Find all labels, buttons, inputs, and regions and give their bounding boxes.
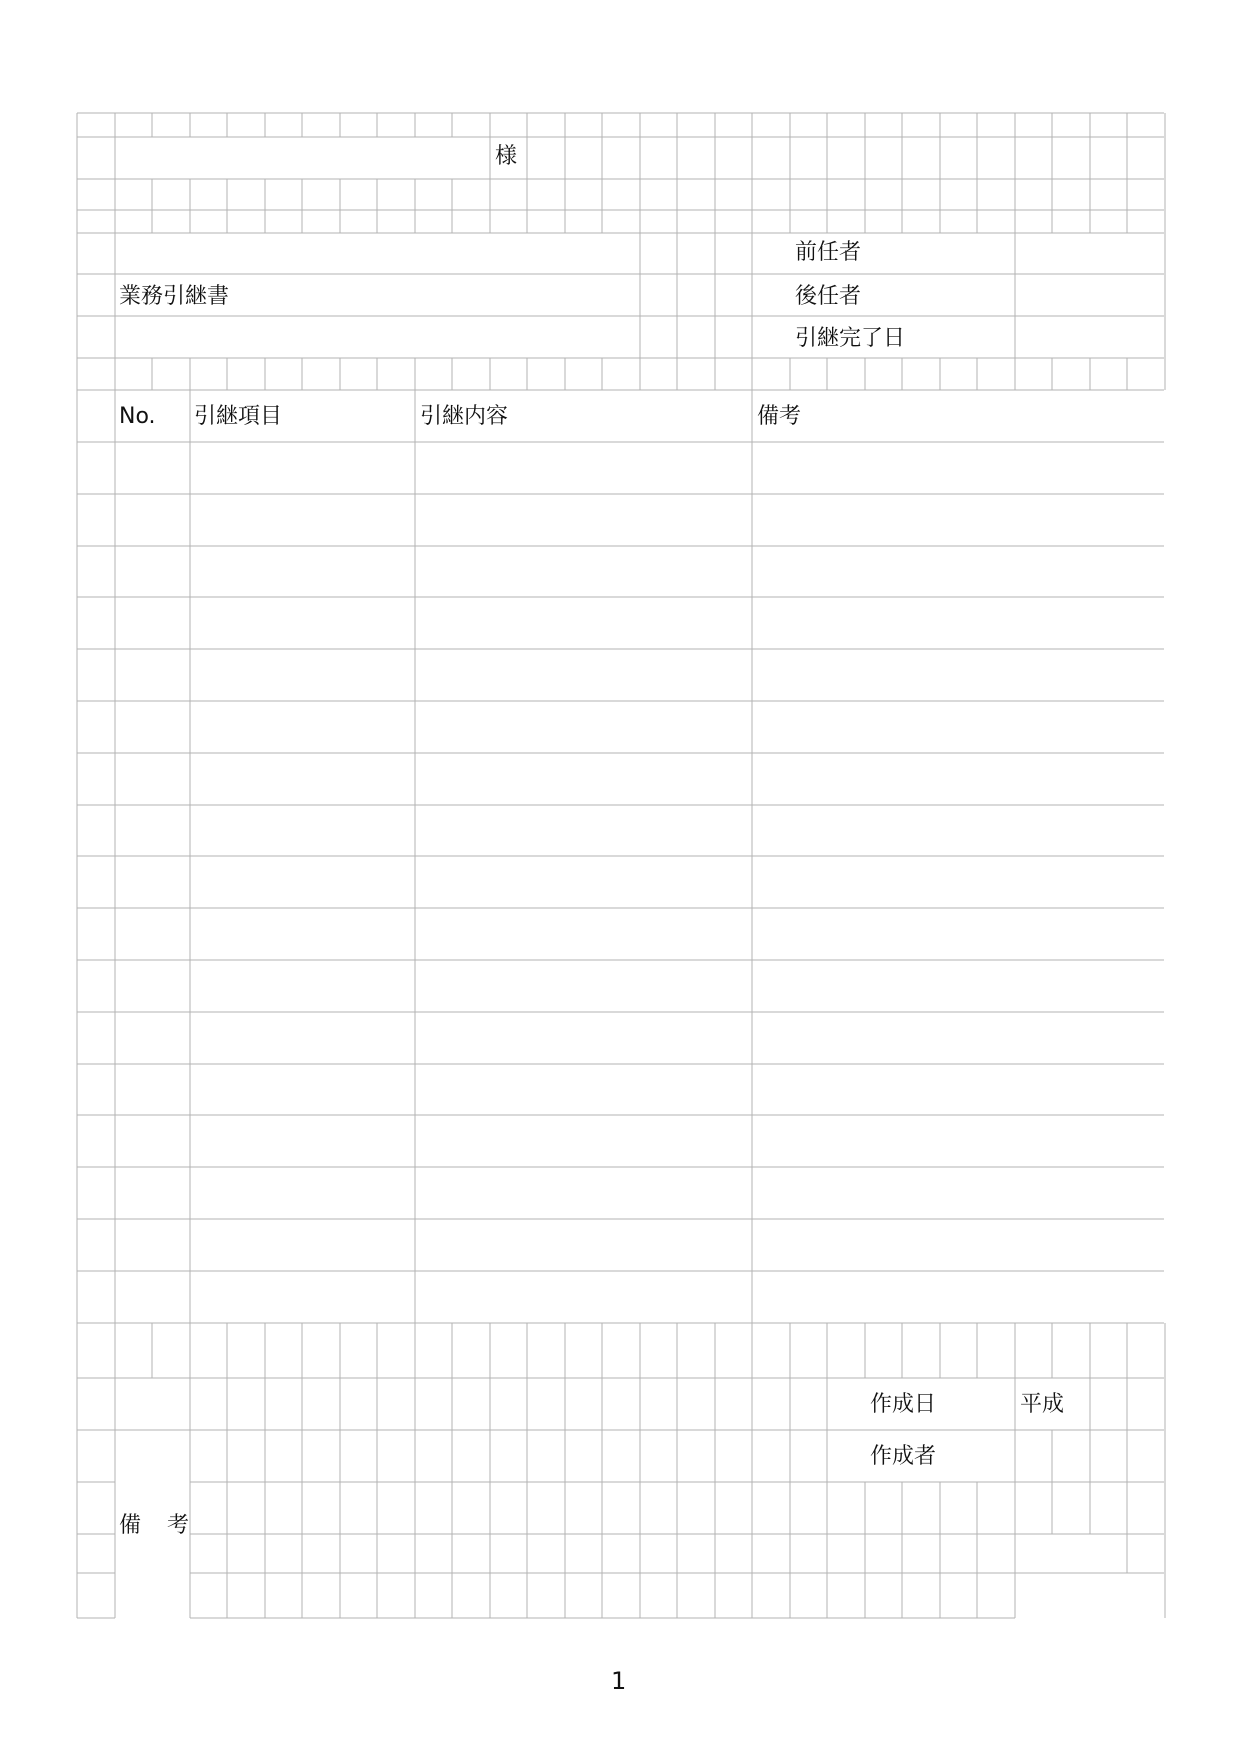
table-header-remarks: 備考	[757, 404, 802, 429]
predecessor-label: 前任者	[795, 240, 862, 265]
predecessor-field[interactable]	[1016, 233, 1164, 274]
created-date-label: 作成日	[870, 1392, 937, 1417]
document-title: 業務引継書	[119, 284, 230, 309]
remarks-label-char-1: 備	[119, 1513, 142, 1538]
successor-label: 後任者	[795, 284, 862, 309]
recipient-name-field[interactable]	[115, 137, 490, 179]
recipient-suffix: 様	[495, 144, 518, 169]
page-number: 1	[611, 1667, 627, 1695]
era-label: 平成	[1020, 1392, 1065, 1417]
author-field[interactable]	[1016, 1430, 1164, 1482]
author-label: 作成者	[870, 1444, 937, 1469]
handover-date-field[interactable]	[1016, 316, 1164, 358]
remarks-label-char-2: 考	[167, 1513, 190, 1538]
table-header-content: 引継内容	[420, 404, 509, 429]
successor-field[interactable]	[1016, 274, 1164, 316]
created-date-field[interactable]	[1090, 1378, 1164, 1430]
table-header-no: No.	[119, 404, 156, 429]
handover-date-label: 引継完了日	[795, 326, 906, 351]
table-header-item: 引継項目	[194, 404, 283, 429]
